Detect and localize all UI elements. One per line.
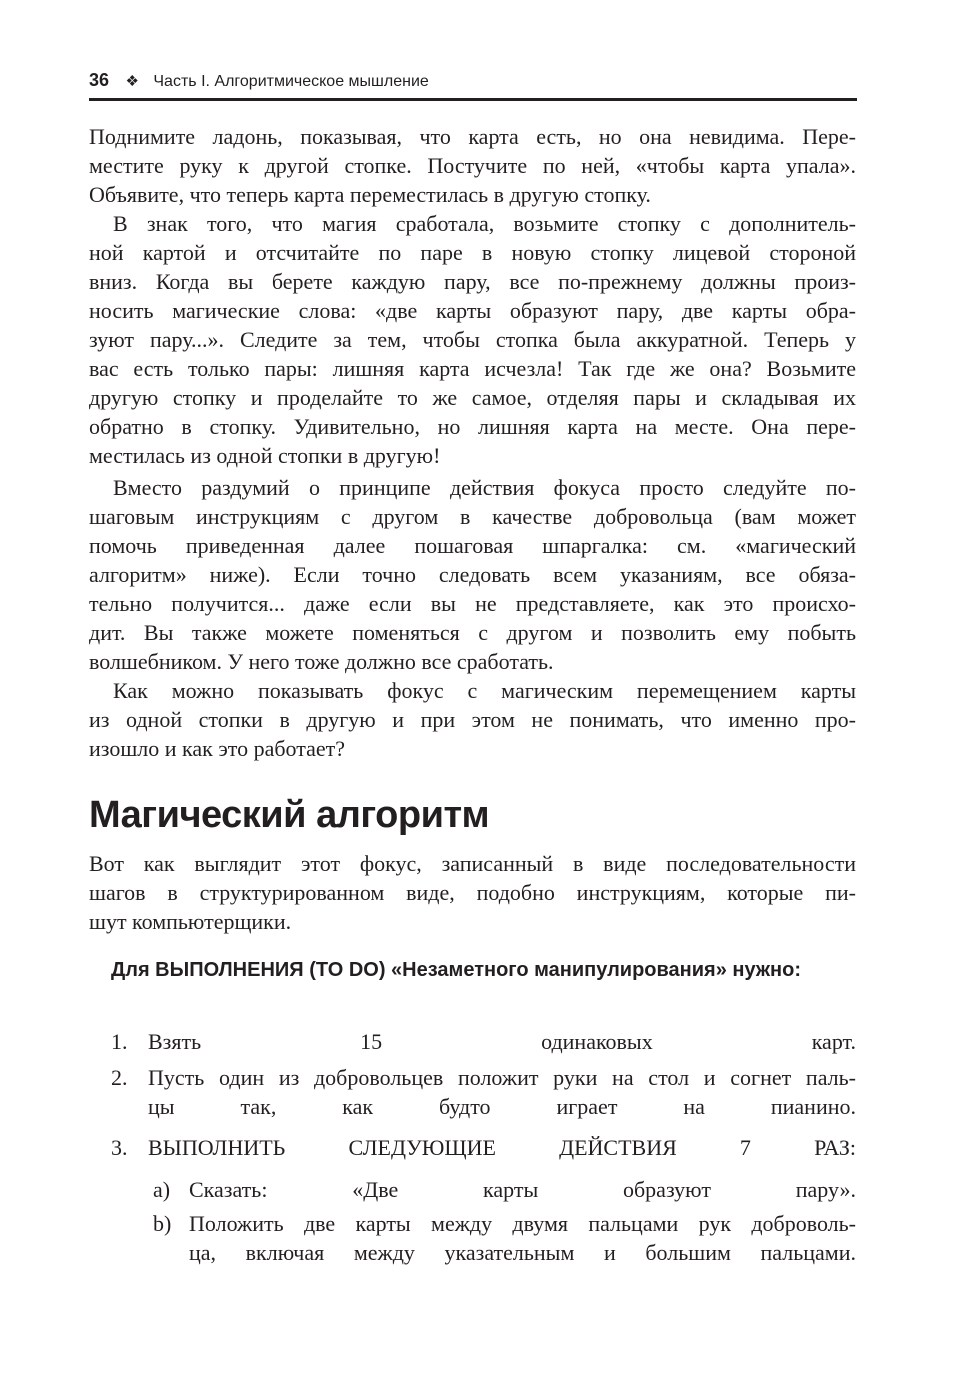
text-line: шут компьютерщики. <box>89 909 292 934</box>
list-marker: b) <box>153 1211 172 1236</box>
text-line: помочь приведенная далее пошаговая шпаргалка: см. «магический <box>89 533 856 558</box>
list-item-text <box>189 1209 856 1267</box>
list-marker: 3. <box>111 1135 128 1160</box>
text-line: шаговым инструкциям с другом в качестве добровольца (вам может <box>89 504 856 529</box>
text-line: дит. Вы также можете поменяться с другом и позволить ему побыть <box>89 620 856 645</box>
text-line: Как можно показывать фокус с магическим перемещением карты <box>113 678 856 703</box>
text-line: местилась из одной стопки в другую! <box>89 443 441 468</box>
paragraph <box>89 676 856 763</box>
paragraph <box>89 122 856 209</box>
text-line: Пусть один из добровольцев положит руки на стол и согнет паль- <box>148 1065 856 1090</box>
paragraph <box>89 209 856 470</box>
paragraph <box>89 473 856 676</box>
text-line: тельно получится... даже если вы не представляете, как это происхо- <box>89 591 856 616</box>
text-line: другую стопку и проделайте то же самое, отделяя пары и складывая их <box>89 385 856 410</box>
text-line: ной картой и отсчитайте по паре в новую стопку лицевой стороной <box>89 240 856 265</box>
text-line: Взять 15 одинаковых карт. <box>148 1029 856 1054</box>
text-line: Сказать: «Две карты образуют пару». <box>189 1177 856 1202</box>
text-line: местите руку к другой стопке. Постучите по ней, «чтобы карта упала». <box>89 153 856 178</box>
text-line: из одной стопки в другую и при этом не понимать, что именно про- <box>89 707 856 732</box>
page-number: 36 <box>89 70 110 90</box>
running-title: Часть I. Алгоритмическое мышление <box>153 73 429 90</box>
text-line: ВЫПОЛНИТЬ СЛЕДУЮЩИЕ ДЕЙСТВИЯ 7 РАЗ: <box>148 1135 856 1160</box>
text-line: Вот как выглядит этот фокус, записанный в виде последовательности <box>89 851 856 876</box>
text-line: шагов в структурированном виде, подобно инструкциям, которые пи- <box>89 880 856 905</box>
text-line: изошло и как это работает? <box>89 736 346 761</box>
text-line: цы так, как будто играет на пианино. <box>148 1094 856 1119</box>
running-header <box>89 70 857 101</box>
list-item-text <box>189 1175 856 1204</box>
text-line: Положить две карты между двумя пальцами рук доброволь- <box>189 1211 856 1236</box>
text-line: вниз. Когда вы берете каждую пару, все по-прежнему должны произ- <box>89 269 856 294</box>
text-line: Объявите, что теперь карта переместилась в другую стопку. <box>89 182 651 207</box>
section-heading: Магический алгоритм <box>89 794 490 836</box>
list-item-text <box>148 1063 856 1121</box>
list-marker: a) <box>153 1177 171 1202</box>
todo-subheading: Для ВЫПОЛНЕНИЯ (TO DO) «Незаметного манипулирования» нужно: <box>111 959 801 981</box>
section-intro <box>89 849 856 936</box>
text-line: Вместо раздумий о принципе действия фокуса просто следуйте по- <box>113 475 856 500</box>
text-line: зуют пару...». Следите за тем, чтобы стопка была аккуратной. Теперь у <box>89 327 856 352</box>
text-line: носить магические слова: «две карты образуют пару, две карты обра- <box>89 298 856 323</box>
ornament-icon: ❖ <box>125 73 139 90</box>
list-marker: 1. <box>111 1029 128 1054</box>
text-line: В знак того, что магия сработала, возьмите стопку с дополнитель- <box>113 211 856 236</box>
text-line: волшебником. У него тоже должно все сработать. <box>89 649 554 674</box>
text-line: алгоритм» ниже). Если точно следовать всем указаниям, все обяза- <box>89 562 856 587</box>
list-marker: 2. <box>111 1065 128 1090</box>
list-item-text <box>148 1133 856 1162</box>
text-line: вас есть только пары: лишняя карта исчезла! Так где же она? Возьмите <box>89 356 856 381</box>
text-line: обратно в стопку. Удивительно, но лишняя карта на месте. Она пере- <box>89 414 856 439</box>
list-item-text <box>148 1027 856 1056</box>
text-line: ца, включая между указательным и большим пальцами. <box>189 1240 856 1265</box>
text-line: Поднимите ладонь, показывая, что карта есть, но она невидима. Пере- <box>89 124 856 149</box>
